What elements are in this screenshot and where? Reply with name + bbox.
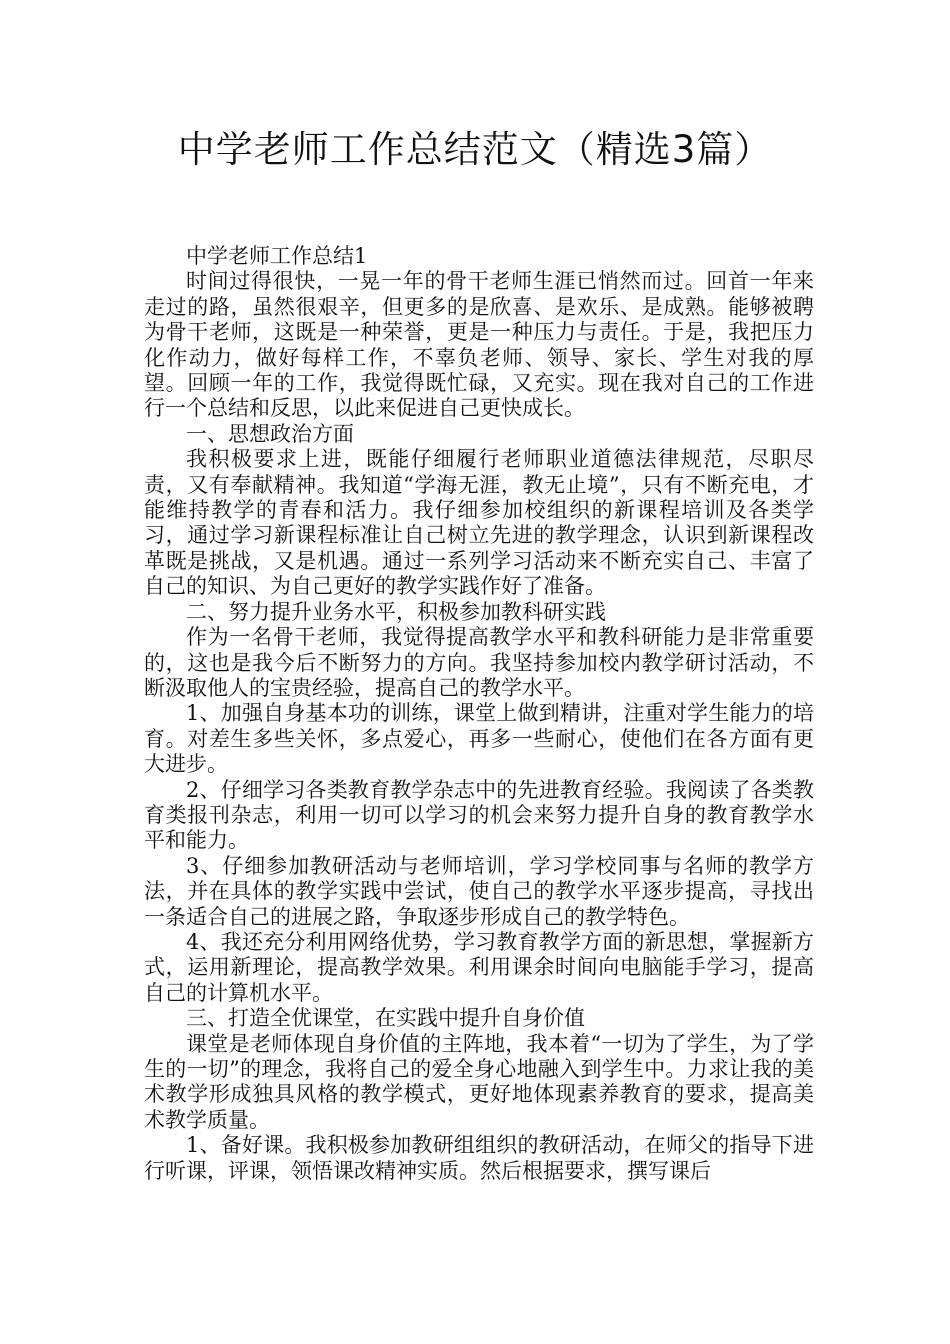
document-title: 中学老师工作总结范文（精选3篇） (177, 128, 773, 171)
section-heading: 二、努力提升业务水平，积极参加教科研实践 (186, 599, 606, 624)
body-paragraph: 课堂是老师体现自身价值的主阵地，我本着“一切为了学生，为了学生的一切”的理念，我将自己的爱全身心地融入到学生中。力求让我的美术教学形成独具风格的教学模式，更好地体现素养教育的要求，提高美术教学质量。 (144, 1031, 814, 1132)
body-paragraph: 1、备好课。我积极参加教研组组织的教研活动，在师父的指导下进行听课，评课，领悟课改精神实质。然后根据要求，撰写课后 (144, 1133, 814, 1183)
document-body (144, 244, 814, 1184)
body-paragraph: 2、仔细学习各类教育教学杂志中的先进教育经验。我阅读了各类教育类报刊杂志，利用一切可以学习的机会来努力提升自身的教育教学水平和能力。 (144, 777, 814, 853)
body-paragraph: 时间过得很快，一晃一年的骨干老师生涯已悄然而过。回首一年来走过的路，虽然很艰辛，但更多的是欣喜、是欢乐、是成熟。能够被聘为骨干老师，这既是一种荣誉，更是一种压力与责任。于是，我把压力化作动力，做好每样工作，不辜负老师、领导、家长、学生对我的厚望。回顾一年的工作，我觉得既忙碌，又充实。现在我对自己的工作进行一个总结和反思，以此来促进自己更快成长。 (144, 269, 814, 421)
body-paragraph: 4、我还充分利用网络优势，学习教育教学方面的新思想，掌握新方式，运用新理论，提高教学效果。利用课余时间向电脑能手学习，提高自己的计算机水平。 (144, 929, 814, 1005)
body-paragraph: 我积极要求上进，既能仔细履行老师职业道德法律规范，尽职尽责，又有奉献精神。我知道“学海无涯，教无止境”，只有不断充电，才能维持教学的青春和活力。我仔细参加校组织的新课程培训及各类学习，通过学习新课程标准让自己树立先进的教学理念，认识到新课程改革既是挑战，又是机遇。通过一系列学习活动来不断充实自己、丰富了自己的知识、为自己更好的教学实践作好了准备。 (144, 447, 814, 599)
body-paragraph: 1、加强自身基本功的训练，课堂上做到精讲，注重对学生能力的培育。对差生多些关怀，多点爱心，再多一些耐心，使他们在各方面有更大进步。 (144, 701, 814, 777)
body-paragraph: 3、仔细参加教研活动与老师培训，学习学校同事与名师的教学方法，并在具体的教学实践中尝试，使自己的教学水平逐步提高，寻找出一条适合自己的进展之路，争取逐步形成自己的教学特色。 (144, 853, 814, 929)
section-heading: 中学老师工作总结1 (186, 244, 368, 268)
body-paragraph: 作为一名骨干老师，我觉得提高教学水平和教科研能力是非常重要的，这也是我今后不断努力的方向。我坚持参加校内教学研讨活动，不断汲取他人的宝贵经验，提高自己的教学水平。 (144, 625, 814, 700)
section-heading: 三、打造全优课堂，在实践中提升自身价值 (186, 1006, 585, 1031)
section-heading: 一、思想政治方面 (186, 421, 354, 446)
